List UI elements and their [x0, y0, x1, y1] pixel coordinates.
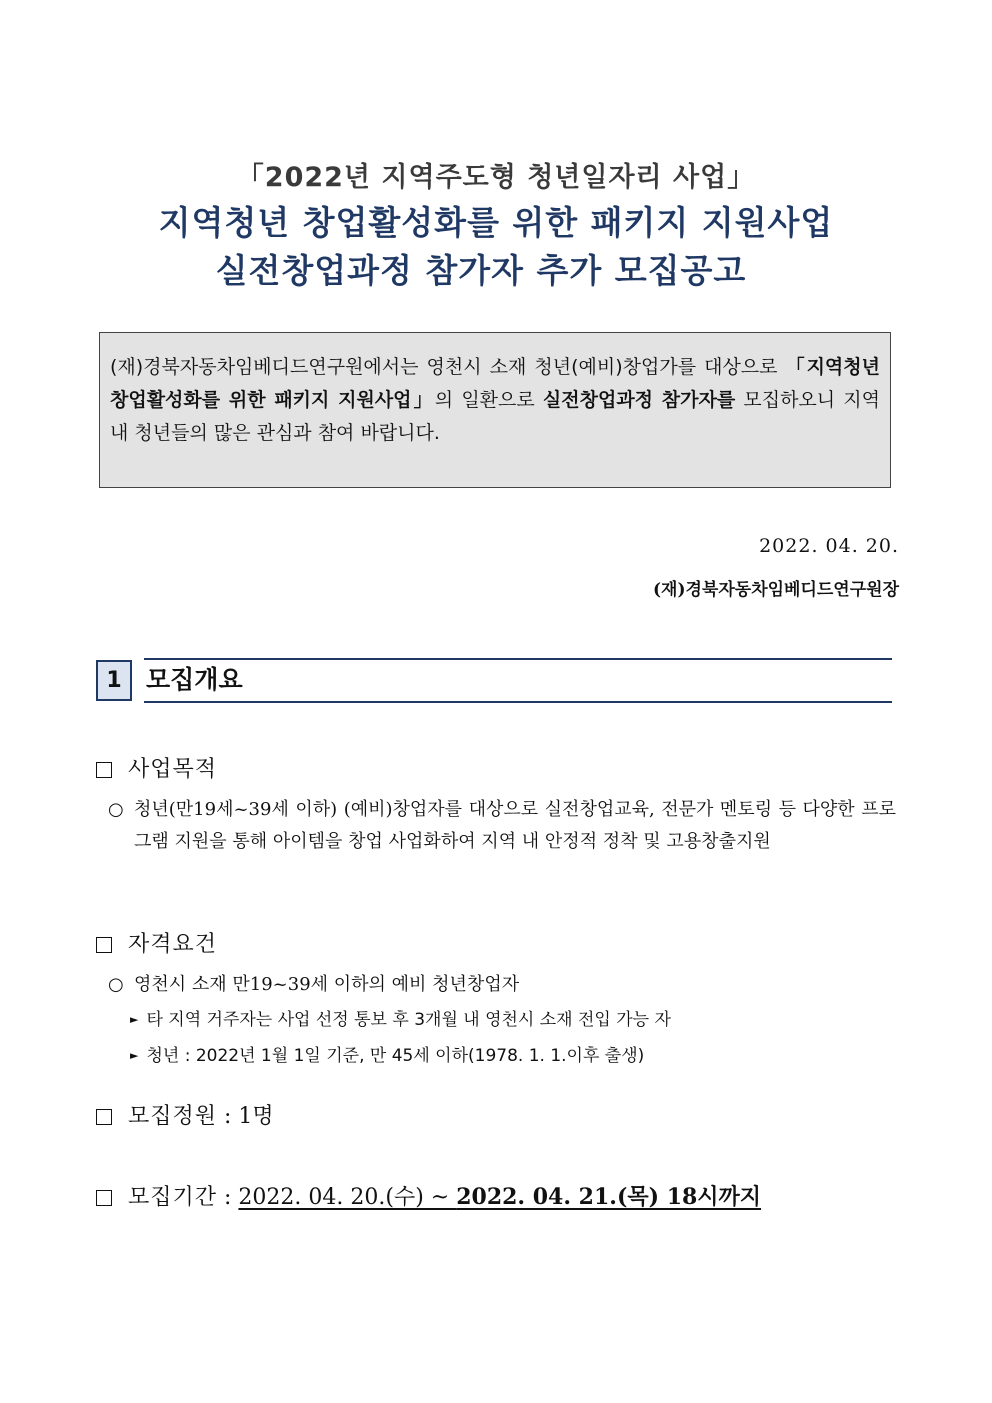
triangle-bullet-icon: ► [130, 1049, 139, 1062]
period-heading-text: 모집기간 [128, 1184, 218, 1210]
capacity-heading [96, 1102, 274, 1132]
section-number: 1 [96, 660, 132, 701]
capacity-heading-text: 모집정원 [128, 1104, 218, 1129]
issuer-name: (재)경북자동차임베디드연구원장 [653, 580, 899, 600]
checkbox-icon [96, 1109, 112, 1125]
sub-item-text: 청년 : 2022년 1월 1일 기준, 만 45세 이하(1978. 1. 1.이후 출생) [146, 1046, 645, 1066]
checkbox-icon [96, 1190, 112, 1206]
purpose-heading [96, 755, 217, 785]
purpose-heading-text: 사업목적 [128, 757, 218, 782]
eligibility-heading [96, 930, 217, 960]
period-start: 2022. 04. 20.(수) ~ [238, 1185, 457, 1210]
section-title: 모집개요 [146, 665, 243, 694]
purpose-bullet [108, 794, 896, 858]
intro-program-bold: 「지역청년 창업활성화를 위한 패키지 지원사업」 [110, 356, 880, 411]
title-program-name: 지역청년 창업활성화를 위한 패키지 지원사업 [158, 203, 834, 242]
capacity-value: 1명 [238, 1104, 274, 1129]
title-project-name: 「2022년 지역주도형 청년일자리 사업」 [236, 162, 756, 193]
intro-text: 모집하오니 지역 내 청년들의 많은 관심과 참여 바랍니다. [110, 389, 881, 444]
intro-text: (재)경북자동차임베디드연구원에서는 영천시 소재 청년(예비)창업가를 대상으로 [110, 356, 786, 378]
circle-bullet-icon: ○ [108, 799, 124, 820]
document-title [0, 158, 992, 294]
section-divider [144, 701, 892, 703]
eligibility-sub-item [130, 1007, 671, 1033]
intro-target-bold: 실전창업과정 참가자를 [542, 389, 736, 411]
triangle-bullet-icon: ► [130, 1013, 139, 1026]
purpose-text: 청년(만19세~39세 이하) (예비)창업자를 대상으로 실전창업교육, 전문가 멘토링 등 다양한 프로그램 지원을 통해 아이템을 창업 사업화하여 지역 내 안정적 정착 및 고용창출지원 [134, 799, 896, 852]
sub-item-text: 타 지역 거주자는 사업 선정 통보 후 3개월 내 영천시 소재 전입 가능 자 [146, 1010, 671, 1030]
period-heading [96, 1182, 761, 1213]
period-separator: : [217, 1184, 239, 1210]
period-end: 2022. 04. 21.(목) 18시까지 [456, 1184, 762, 1210]
eligibility-sub-item [130, 1043, 644, 1069]
period-value [238, 1182, 761, 1213]
section-divider [144, 658, 892, 660]
eligibility-heading-text: 자격요건 [128, 932, 218, 957]
eligibility-bullet [108, 969, 896, 1001]
intro-text: 의 일환으로 [434, 389, 543, 411]
intro-box [99, 332, 891, 488]
checkbox-icon [96, 937, 112, 953]
circle-bullet-icon: ○ [108, 974, 124, 995]
capacity-separator: : [217, 1104, 239, 1129]
eligibility-text: 영천시 소재 만19~39세 이하의 예비 청년창업자 [134, 974, 520, 995]
announcement-date: 2022. 04. 20. [759, 535, 899, 557]
title-announcement: 실전창업과정 참가자 추가 모집공고 [215, 251, 747, 290]
checkbox-icon [96, 762, 112, 778]
